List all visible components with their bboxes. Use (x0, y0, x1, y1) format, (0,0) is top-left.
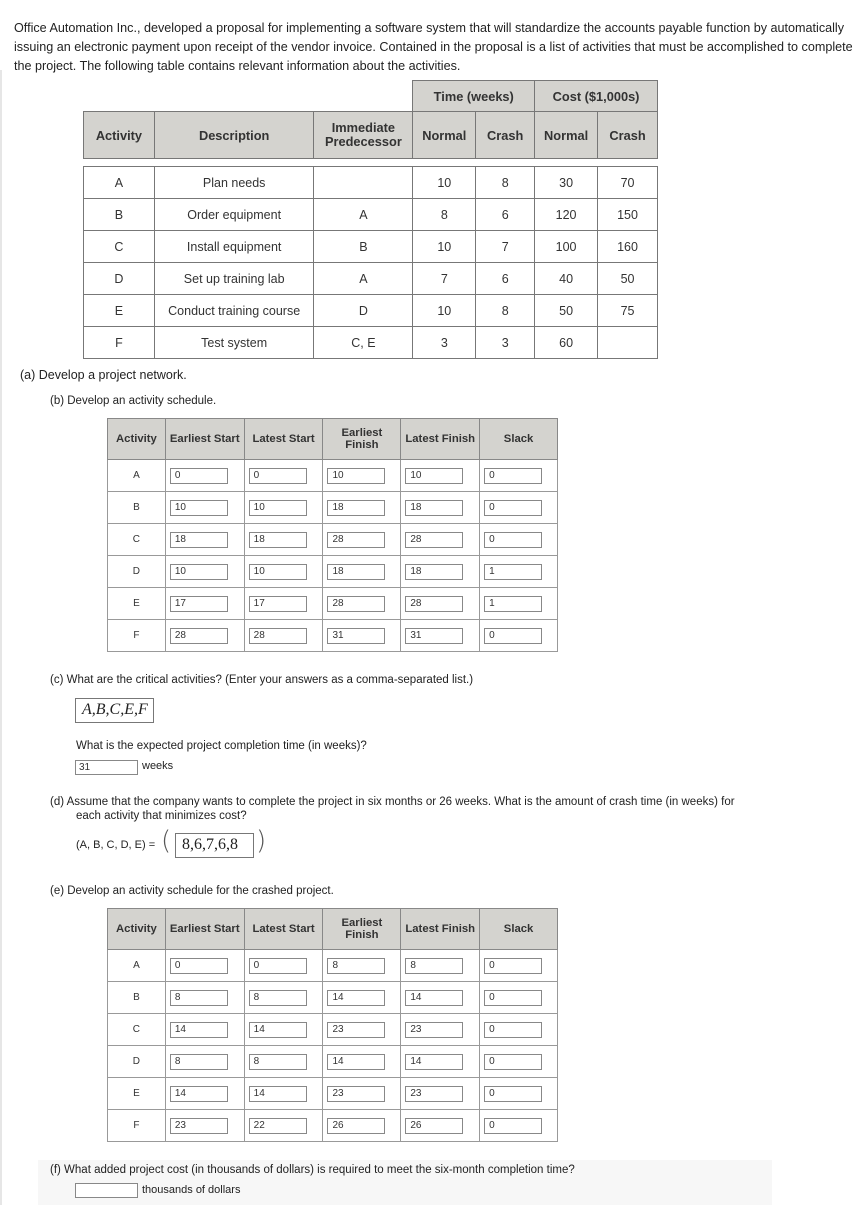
schedule-input-lf[interactable]: 18 (405, 500, 463, 516)
added-cost-input[interactable] (75, 1183, 138, 1198)
project-cell-time-crash: 6 (476, 263, 535, 295)
schedule-input-ef[interactable]: 10 (327, 468, 385, 484)
schedule-input-slack[interactable]: 0 (484, 468, 542, 484)
schedule-input-es[interactable]: 18 (170, 532, 228, 548)
schedule-input-es[interactable]: 23 (170, 1118, 228, 1134)
project-cell-cost-normal: 50 (535, 295, 598, 327)
project-cell-activity: A (84, 167, 155, 199)
sched-b-col-lf: Latest Finish (401, 419, 480, 460)
schedule-input-ls[interactable]: 17 (249, 596, 307, 612)
project-row (84, 167, 658, 199)
project-cell-time-normal: 7 (413, 263, 476, 295)
crash-vector-label: (A, B, C, D, E) = (76, 839, 156, 851)
part-a-label: (a) Develop a project network. (20, 368, 187, 382)
schedule-input-lf[interactable]: 28 (405, 596, 463, 612)
project-cell-cost-normal: 100 (535, 231, 598, 263)
project-cell-cost-crash: 70 (598, 167, 658, 199)
sched-e-col-ls: Latest Start (244, 909, 323, 950)
schedule-row (108, 524, 558, 556)
project-cell-description: Install equipment (154, 231, 314, 263)
schedule-activity: C (108, 524, 166, 556)
project-cell-cost-normal: 30 (535, 167, 598, 199)
project-row (84, 199, 658, 231)
right-paren-icon: ) (256, 826, 267, 856)
intro-paragraph: Office Automation Inc., developed a proposal for implementing a software system that will standardize the accounts payable function by automatically issuing an electronic payment upon receipt of the vendor invoice. Contained in the proposal is a list of activities that must be accomplished to complete the project. The following table contains relevant information about the activities. (14, 21, 853, 73)
cost-group-header: Cost ($1,000s) (535, 81, 658, 112)
project-cell-cost-normal: 40 (535, 263, 598, 295)
schedule-row (108, 1046, 558, 1078)
schedule-input-ef[interactable]: 18 (327, 564, 385, 580)
project-table (83, 80, 658, 359)
part-f-question: (f) What added project cost (in thousands of dollars) is required to meet the six-month completion time? (50, 1164, 575, 1176)
schedule-input-ls[interactable]: 0 (249, 958, 307, 974)
completion-time-unit: weeks (142, 760, 174, 772)
project-cell-cost-crash: 150 (598, 199, 658, 231)
project-row (84, 295, 658, 327)
schedule-activity: B (108, 982, 166, 1014)
schedule-input-ef[interactable]: 28 (327, 532, 385, 548)
sched-e-col-es: Earliest Start (165, 909, 244, 950)
schedule-input-ls[interactable]: 8 (249, 990, 307, 1006)
schedule-row (108, 460, 558, 492)
sched-e-col-activity: Activity (108, 909, 166, 950)
project-cell-description: Set up training lab (154, 263, 314, 295)
col-time-normal: Normal (413, 112, 476, 159)
schedule-input-ef[interactable]: 8 (327, 958, 385, 974)
schedule-input-lf[interactable]: 18 (405, 564, 463, 580)
col-time-crash: Crash (476, 112, 535, 159)
left-rule (0, 70, 2, 1205)
schedule-row (108, 1110, 558, 1142)
schedule-input-ls[interactable]: 10 (249, 500, 307, 516)
schedule-row (108, 620, 558, 652)
schedule-input-slack[interactable]: 0 (484, 1022, 542, 1038)
schedule-input-slack[interactable]: 1 (484, 596, 542, 612)
schedule-input-slack[interactable]: 0 (484, 532, 542, 548)
project-cell-description: Test system (154, 327, 314, 359)
part-d-question-1: (d) Assume that the company wants to complete the project in six months or 26 weeks. What is the amount of crash time (in weeks) for (50, 796, 735, 808)
schedule-input-es[interactable]: 8 (170, 1054, 228, 1070)
project-cell-time-normal: 10 (413, 167, 476, 199)
project-cell-cost-normal: 120 (535, 199, 598, 231)
project-cell-time-crash: 7 (476, 231, 535, 263)
schedule-table-e (107, 908, 558, 1142)
schedule-input-lf[interactable]: 10 (405, 468, 463, 484)
schedule-input-ef[interactable]: 18 (327, 500, 385, 516)
crash-vector-answer[interactable]: 8,6,7,6,8 (175, 833, 254, 858)
project-cell-time-crash: 6 (476, 199, 535, 231)
project-row (84, 327, 658, 359)
added-cost-unit: thousands of dollars (142, 1184, 241, 1196)
schedule-input-slack[interactable]: 0 (484, 1054, 542, 1070)
schedule-input-lf[interactable]: 8 (405, 958, 463, 974)
col-cost-normal: Normal (535, 112, 598, 159)
schedule-activity: D (108, 1046, 166, 1078)
schedule-input-es[interactable]: 0 (170, 468, 228, 484)
time-group-header: Time (weeks) (413, 81, 535, 112)
part-e-label: (e) Develop an activity schedule for the crashed project. (50, 885, 334, 897)
schedule-activity: B (108, 492, 166, 524)
schedule-input-slack[interactable]: 0 (484, 990, 542, 1006)
project-cell-cost-normal: 60 (535, 327, 598, 359)
schedule-input-lf[interactable]: 26 (405, 1118, 463, 1134)
schedule-input-slack[interactable]: 0 (484, 628, 542, 644)
project-cell-predecessor: A (314, 199, 413, 231)
schedule-input-lf[interactable]: 23 (405, 1022, 463, 1038)
project-cell-description: Order equipment (154, 199, 314, 231)
schedule-input-es[interactable]: 17 (170, 596, 228, 612)
project-cell-activity: E (84, 295, 155, 327)
project-cell-cost-crash: 75 (598, 295, 658, 327)
project-cell-activity: B (84, 199, 155, 231)
project-cell-activity: D (84, 263, 155, 295)
schedule-input-ls[interactable]: 18 (249, 532, 307, 548)
schedule-input-ls[interactable]: 22 (249, 1118, 307, 1134)
schedule-input-lf[interactable]: 14 (405, 990, 463, 1006)
schedule-row (108, 950, 558, 982)
critical-activities-answer[interactable]: A,B,C,E,F (75, 698, 154, 723)
schedule-input-slack[interactable]: 0 (484, 500, 542, 516)
sched-b-col-slack: Slack (480, 419, 558, 460)
schedule-input-es[interactable]: 14 (170, 1086, 228, 1102)
part-d-question-2: each activity that minimizes cost? (76, 810, 247, 822)
schedule-input-ls[interactable]: 0 (249, 468, 307, 484)
schedule-activity: A (108, 460, 166, 492)
col-predecessor: Immediate Predecessor (314, 112, 413, 159)
schedule-input-lf[interactable]: 23 (405, 1086, 463, 1102)
project-cell-time-crash: 8 (476, 167, 535, 199)
project-cell-time-normal: 10 (413, 295, 476, 327)
schedule-row (108, 1078, 558, 1110)
project-cell-description: Plan needs (154, 167, 314, 199)
schedule-input-ef[interactable]: 28 (327, 596, 385, 612)
schedule-table-b (107, 418, 558, 652)
schedule-row (108, 1014, 558, 1046)
schedule-input-es[interactable]: 10 (170, 564, 228, 580)
schedule-input-ef[interactable]: 23 (327, 1022, 385, 1038)
project-cell-predecessor: C, E (314, 327, 413, 359)
schedule-input-ef[interactable]: 26 (327, 1118, 385, 1134)
part-c-question: (c) What are the critical activities? (Enter your answers as a comma-separated list.) (50, 674, 474, 686)
schedule-input-slack[interactable]: 0 (484, 1118, 542, 1134)
completion-time-input[interactable]: 31 (75, 760, 138, 775)
project-cell-cost-crash: 50 (598, 263, 658, 295)
schedule-row (108, 492, 558, 524)
schedule-activity: A (108, 950, 166, 982)
project-row (84, 231, 658, 263)
schedule-input-es[interactable]: 10 (170, 500, 228, 516)
part-b-label: (b) Develop an activity schedule. (50, 395, 217, 407)
schedule-input-ef[interactable]: 23 (327, 1086, 385, 1102)
left-paren-icon: ( (161, 826, 172, 856)
completion-time-question: What is the expected project completion time (in weeks)? (76, 740, 367, 752)
schedule-input-slack[interactable]: 0 (484, 1086, 542, 1102)
schedule-activity: F (108, 620, 166, 652)
sched-b-col-activity: Activity (108, 419, 166, 460)
project-cell-cost-crash: 160 (598, 231, 658, 263)
schedule-input-lf[interactable]: 31 (405, 628, 463, 644)
sched-b-col-ls: Latest Start (244, 419, 323, 460)
schedule-input-ef[interactable]: 14 (327, 990, 385, 1006)
schedule-activity: F (108, 1110, 166, 1142)
schedule-input-es[interactable]: 8 (170, 990, 228, 1006)
project-cell-time-crash: 8 (476, 295, 535, 327)
project-cell-cost-crash (598, 327, 658, 359)
schedule-input-ls[interactable]: 10 (249, 564, 307, 580)
project-cell-predecessor: D (314, 295, 413, 327)
col-activity: Activity (84, 112, 155, 159)
schedule-input-es[interactable]: 28 (170, 628, 228, 644)
schedule-row (108, 982, 558, 1014)
sched-e-col-lf: Latest Finish (401, 909, 480, 950)
schedule-activity: C (108, 1014, 166, 1046)
project-cell-activity: F (84, 327, 155, 359)
sched-e-col-slack: Slack (480, 909, 558, 950)
schedule-activity: E (108, 588, 166, 620)
col-cost-crash: Crash (598, 112, 658, 159)
schedule-row (108, 588, 558, 620)
sched-e-col-ef: Earliest Finish (323, 909, 401, 950)
project-cell-time-normal: 3 (413, 327, 476, 359)
schedule-input-ls[interactable]: 14 (249, 1022, 307, 1038)
project-cell-predecessor: A (314, 263, 413, 295)
schedule-input-slack[interactable]: 1 (484, 564, 542, 580)
schedule-activity: D (108, 556, 166, 588)
schedule-input-ls[interactable]: 8 (249, 1054, 307, 1070)
project-cell-description: Conduct training course (154, 295, 314, 327)
sched-b-col-es: Earliest Start (165, 419, 244, 460)
schedule-input-lf[interactable]: 14 (405, 1054, 463, 1070)
project-cell-time-normal: 8 (413, 199, 476, 231)
schedule-row (108, 556, 558, 588)
project-cell-time-crash: 3 (476, 327, 535, 359)
schedule-input-ef[interactable]: 31 (327, 628, 385, 644)
project-cell-time-normal: 10 (413, 231, 476, 263)
sched-b-col-ef: Earliest Finish (323, 419, 401, 460)
col-description: Description (154, 112, 314, 159)
project-cell-predecessor (314, 167, 413, 199)
schedule-input-ef[interactable]: 14 (327, 1054, 385, 1070)
project-row (84, 263, 658, 295)
schedule-input-es[interactable]: 0 (170, 958, 228, 974)
schedule-input-ls[interactable]: 28 (249, 628, 307, 644)
schedule-input-slack[interactable]: 0 (484, 958, 542, 974)
schedule-input-ls[interactable]: 14 (249, 1086, 307, 1102)
project-cell-predecessor: B (314, 231, 413, 263)
schedule-input-es[interactable]: 14 (170, 1022, 228, 1038)
schedule-activity: E (108, 1078, 166, 1110)
schedule-input-lf[interactable]: 28 (405, 532, 463, 548)
project-cell-activity: C (84, 231, 155, 263)
